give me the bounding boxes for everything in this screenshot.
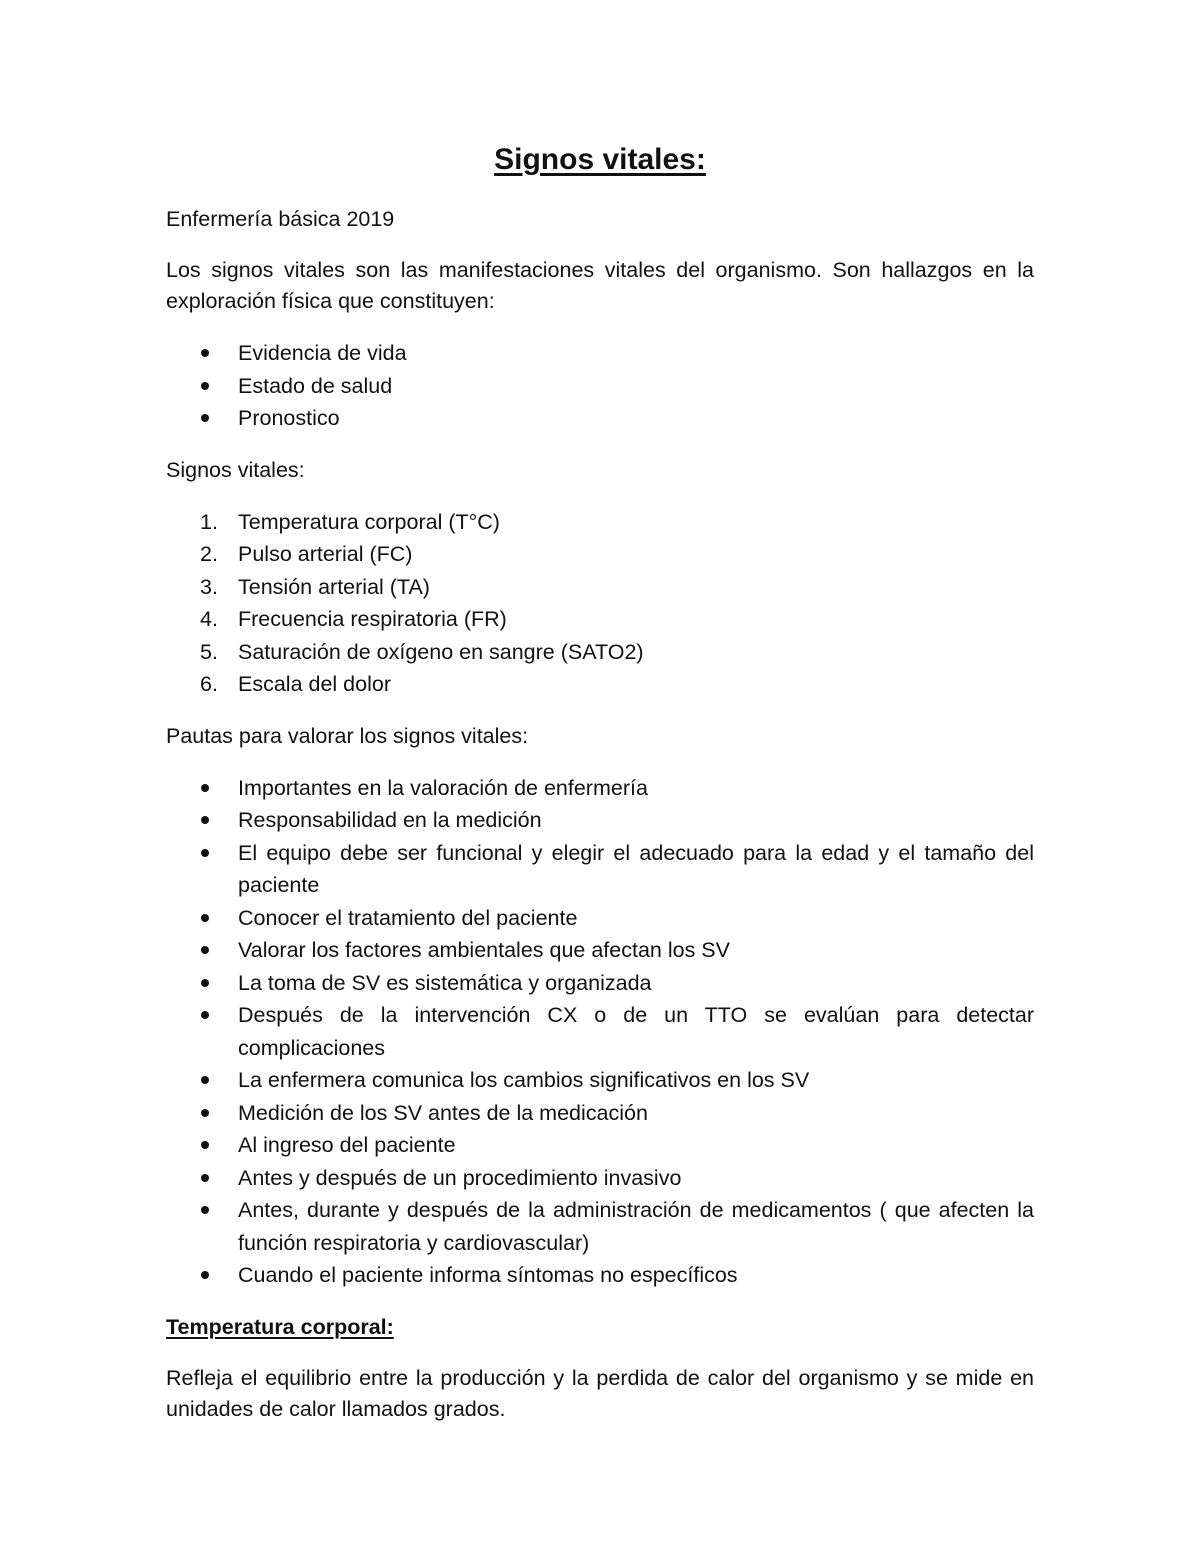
list-item-text: Medición de los SV antes de la medicación	[238, 1100, 648, 1125]
list-item-text: La enfermera comunica los cambios significativos en los SV	[238, 1068, 810, 1092]
list-item-text: Importantes en la valoración de enfermería	[238, 775, 648, 800]
list-item	[166, 804, 1034, 837]
constituyen-list	[166, 337, 1034, 435]
list-item-text: Estado de salud	[238, 373, 393, 398]
bullet-icon	[201, 914, 209, 922]
list-item	[166, 772, 1034, 805]
list-item-text: La toma de SV es sistemática y organizada	[238, 970, 652, 995]
bullet-icon	[201, 1109, 209, 1117]
list-number: 5.	[200, 639, 218, 664]
list-item-text: Después de la intervención CX o de un TTO se evalúan para detectar complicaciones	[238, 1003, 1034, 1060]
bullet-icon	[201, 414, 209, 422]
list-item	[166, 603, 1034, 636]
list-item-text: Tensión arterial (TA)	[238, 574, 430, 599]
list-item	[166, 1064, 1034, 1097]
list-item	[166, 1259, 1034, 1292]
list-item-text: Antes, durante y después de la administración de medicamentos ( que afecten la función respiratoria y cardiovascular)	[238, 1198, 1034, 1255]
list-item	[166, 1129, 1034, 1162]
bullet-icon	[201, 1141, 209, 1149]
list-item	[166, 337, 1034, 370]
list-number: 6.	[200, 672, 218, 696]
bullet-icon	[201, 946, 209, 954]
bullet-icon	[201, 849, 209, 857]
list-item	[166, 668, 1034, 701]
bullet-icon	[201, 1271, 209, 1279]
list-item	[166, 1097, 1034, 1130]
list-number: 4.	[200, 607, 218, 631]
intro-paragraph: Los signos vitales son las manifestaciones vitales del organismo. Son hallazgos en la exploración física que constituyen:	[166, 258, 1034, 313]
list-item	[166, 967, 1034, 1000]
list-item-text: Conocer el tratamiento del paciente	[238, 905, 578, 930]
page-title: Signos vitales:	[494, 143, 706, 176]
bullet-icon	[201, 1174, 209, 1182]
list-item-text: Escala del dolor	[238, 672, 391, 696]
list-item	[166, 538, 1034, 571]
list-item-text: El equipo debe ser funcional y elegir el adecuado para la edad y el tamaño del paciente	[238, 840, 1034, 897]
signos-list	[166, 506, 1034, 701]
list-item	[166, 934, 1034, 967]
list-item-text: Cuando el paciente informa síntomas no específicos	[238, 1263, 738, 1287]
list-item-text: Saturación de oxígeno en sangre (SATO2)	[238, 639, 644, 664]
list-item	[166, 506, 1034, 539]
temperatura-heading: Temperatura corporal:	[166, 1314, 394, 1339]
list-item-text: Pulso arterial (FC)	[238, 542, 413, 566]
list-item	[166, 636, 1034, 669]
signos-heading: Signos vitales:	[166, 457, 305, 482]
list-item	[166, 1162, 1034, 1195]
document-page	[166, 140, 1034, 1445]
list-number: 2.	[200, 542, 218, 566]
bullet-icon	[201, 382, 209, 390]
list-item	[166, 402, 1034, 435]
bullet-icon	[201, 1206, 209, 1214]
bullet-icon	[201, 816, 209, 824]
list-number: 1.	[200, 509, 218, 534]
list-number: 3.	[200, 574, 218, 599]
list-item-text: Frecuencia respiratoria (FR)	[238, 607, 507, 631]
bullet-icon	[201, 349, 209, 357]
list-item-text: Evidencia de vida	[238, 341, 407, 365]
bullet-icon	[201, 979, 209, 987]
list-item-text: Pronostico	[238, 406, 340, 430]
subtitle: Enfermería básica 2019	[166, 207, 395, 231]
pautas-heading: Pautas para valorar los signos vitales:	[166, 723, 529, 748]
temperatura-paragraph: Refleja el equilibrio entre la producción y la perdida de calor del organismo y se mide en unidades de calor llamados grados.	[166, 1365, 1034, 1421]
bullet-icon	[201, 1011, 209, 1019]
pautas-list	[166, 772, 1034, 1292]
list-item	[166, 571, 1034, 604]
list-item-text: Al ingreso del paciente	[238, 1133, 456, 1157]
list-item-text: Antes y después de un procedimiento invasivo	[238, 1165, 682, 1190]
list-item	[166, 370, 1034, 403]
list-item	[166, 902, 1034, 935]
bullet-icon	[201, 1076, 209, 1084]
list-item-text: Responsabilidad en la medición	[238, 808, 542, 832]
list-item-text: Temperatura corporal (T°C)	[238, 509, 500, 534]
list-item	[166, 1194, 1034, 1259]
list-item-text: Valorar los factores ambientales que afectan los SV	[238, 938, 730, 962]
list-item	[166, 837, 1034, 902]
list-item	[166, 999, 1034, 1064]
bullet-icon	[201, 784, 209, 792]
